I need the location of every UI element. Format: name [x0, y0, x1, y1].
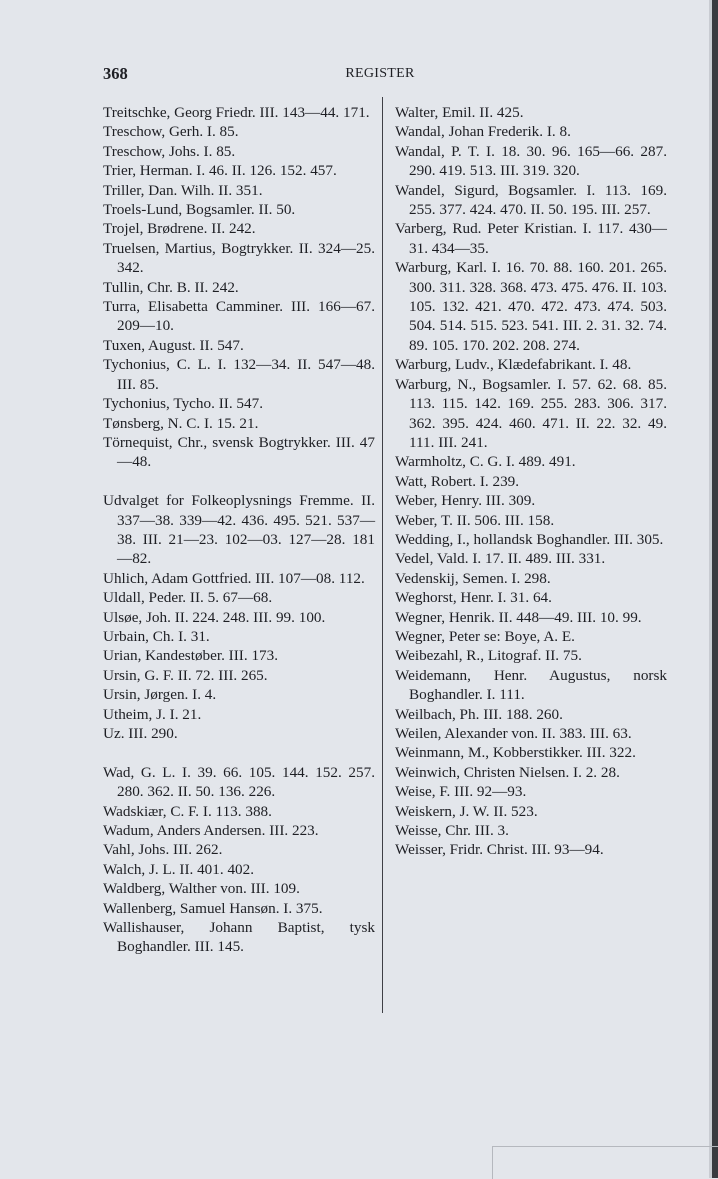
index-entry: Weidemann, Henr. Augustus, norsk Boghandler. I. 111.: [395, 666, 667, 704]
page-edge: [712, 0, 718, 1178]
index-entry: Weber, Henry. III. 309.: [395, 492, 536, 510]
index-entry: Utheim, J. I. 21.: [103, 705, 202, 723]
index-entry: Ulsøe, Joh. II. 224. 248. III. 99. 100.: [103, 608, 326, 626]
index-entry: Weinmann, M., Kobberstikker. III. 322.: [395, 744, 636, 762]
index-entry: Warmholtz, C. G. I. 489. 491.: [395, 453, 576, 471]
index-entry: Wandal, Johan Frederik. I. 8.: [395, 123, 571, 141]
scan-corner-mark: [492, 1146, 718, 1179]
index-entry: Weise, F. III. 92—93.: [395, 783, 527, 801]
index-entry: Tychonius, Tycho. II. 547.: [103, 395, 263, 413]
index-entry: Wadskiær, C. F. I. 113. 388.: [103, 802, 272, 820]
index-entry: Watt, Robert. I. 239.: [395, 472, 520, 490]
index-entry: Walch, J. L. II. 401. 402.: [103, 860, 255, 878]
index-entry: Trier, Herman. I. 46. II. 126. 152. 457.: [103, 162, 337, 180]
index-entry: Weibezahl, R., Litograf. II. 75.: [395, 647, 582, 665]
index-entry: Wegner, Peter se: Boye, A. E.: [395, 627, 575, 645]
index-entry: Wadum, Anders Andersen. III. 223.: [103, 822, 319, 839]
index-entry: Truelsen, Martius, Bogtrykker. II. 324—25. 342.: [103, 239, 375, 277]
index-entry: Uhlich, Adam Gottfried. III. 107—08. 112.: [103, 569, 365, 587]
index-entry: Treitschke, Georg Friedr. III. 143—44. 171.: [103, 104, 370, 121]
index-entry: Troels-Lund, Bogsamler. II. 50.: [103, 201, 296, 219]
index-entry: Treschow, Johs. I. 85.: [103, 142, 236, 160]
index-entry: Walter, Emil. II. 425.: [395, 104, 524, 121]
index-entry: Trojel, Brødrene. II. 242.: [103, 220, 256, 238]
index-entry: Turra, Elisabetta Camminer. III. 166—67. 209—10.: [103, 298, 375, 335]
index-entry: Urian, Kandestøber. III. 173.: [103, 647, 279, 665]
index-entry: Wad, G. L. I. 39. 66. 105. 144. 152. 257. 280. 362. II. 50. 136. 226.: [103, 763, 375, 801]
index-entry: Tuxen, August. II. 547.: [103, 336, 244, 354]
index-entry: Tønsberg, N. C. I. 15. 21.: [103, 414, 259, 432]
index-entry: Wandal, P. T. I. 18. 30. 96. 165—66. 287. 290. 419. 513. III. 319. 320.: [395, 142, 667, 180]
index-entry: Weilbach, Ph. III. 188. 260.: [395, 705, 563, 723]
index-column-right: [395, 103, 667, 860]
index-entry: Wandel, Sigurd, Bogsamler. I. 113. 169. 255. 377. 424. 470. II. 50. 195. III. 257.: [395, 181, 667, 219]
index-entry: Triller, Dan. Wilh. II. 351.: [103, 181, 263, 199]
index-entry: Warburg, Ludv., Klædefabrikant. I. 48.: [395, 356, 632, 374]
column-divider: [382, 97, 383, 1013]
letter-group-gap: [103, 472, 375, 491]
running-head: REGISTER: [345, 66, 415, 81]
index-entry: Udvalget for Folkeoplysnings Fremme. II. 337—38. 339—42. 436. 495. 521. 537—38. III. 21—23. 102—03. 127—28. 181—82.: [103, 492, 375, 568]
index-entry: Wedding, I., hollandsk Boghandler. III. 305.: [395, 530, 664, 548]
index-entry: Weinwich, Christen Nielsen. I. 2. 28.: [395, 763, 620, 781]
index-entry: Uldall, Peder. II. 5. 67—68.: [103, 589, 273, 607]
index-entry: Ursin, Jørgen. I. 4.: [103, 686, 217, 704]
index-entry: Ursin, G. F. II. 72. III. 265.: [103, 666, 268, 684]
index-entry: Warburg, Karl. I. 16. 70. 88. 160. 201. 265. 300. 311. 328. 368. 473. 475. 476. II. 103. 105. 132. 421. 470. 472. 473. 474. 503. 504. 514. 515. 523. 541. III. 2. 31. 32. 74. 89. 105. 170. 202. 208. 274.: [395, 259, 667, 354]
index-entry: Vedel, Vald. I. 17. II. 489. III. 331.: [395, 550, 606, 568]
index-entry: Waldberg, Walther von. III. 109.: [103, 880, 300, 898]
index-entry: Weisse, Chr. III. 3.: [395, 822, 509, 840]
index-entry: Uz. III. 290.: [103, 724, 178, 742]
index-entry: Urbain, Ch. I. 31.: [103, 627, 210, 645]
index-entry: Weber, T. II. 506. III. 158.: [395, 511, 555, 529]
index-column-left: [103, 103, 375, 957]
index-entry: Tullin, Chr. B. II. 242.: [103, 278, 239, 296]
index-entry: Weilen, Alexander von. II. 383. III. 63.: [395, 725, 632, 742]
index-entry: Weisser, Fridr. Christ. III. 93—94.: [395, 841, 604, 859]
index-entry: Warburg, N., Bogsamler. I. 57. 62. 68. 85. 113. 115. 142. 169. 255. 283. 306. 317. 362. 395. 424. 460. 471. II. 22. 32. 49. 111. III. 241.: [395, 375, 667, 451]
index-entry: Weiskern, J. W. II. 523.: [395, 802, 538, 820]
index-entry: Tychonius, C. L. I. 132—34. II. 547—48. III. 85.: [103, 356, 375, 393]
letter-group-gap: [103, 743, 375, 762]
index-entry: Törnequist, Chr., svensk Bogtrykker. III. 47—48.: [103, 433, 375, 471]
index-entry: Vahl, Johs. III. 262.: [103, 841, 223, 859]
index-entry: Wegner, Henrik. II. 448—49. III. 10. 99.: [395, 608, 642, 626]
index-entry: Vedenskij, Semen. I. 298.: [395, 569, 551, 587]
index-entry: Wallenberg, Samuel Hansøn. I. 375.: [103, 899, 323, 917]
index-entry: Wallishauser, Johann Baptist, tysk Boghandler. III. 145.: [103, 919, 375, 956]
index-entry: Treschow, Gerh. I. 85.: [103, 123, 239, 141]
index-entry: Varberg, Rud. Peter Kristian. I. 117. 430—31. 434—35.: [395, 220, 667, 257]
index-entry: Weghorst, Henr. I. 31. 64.: [395, 589, 552, 607]
page-number: 368: [103, 64, 128, 83]
